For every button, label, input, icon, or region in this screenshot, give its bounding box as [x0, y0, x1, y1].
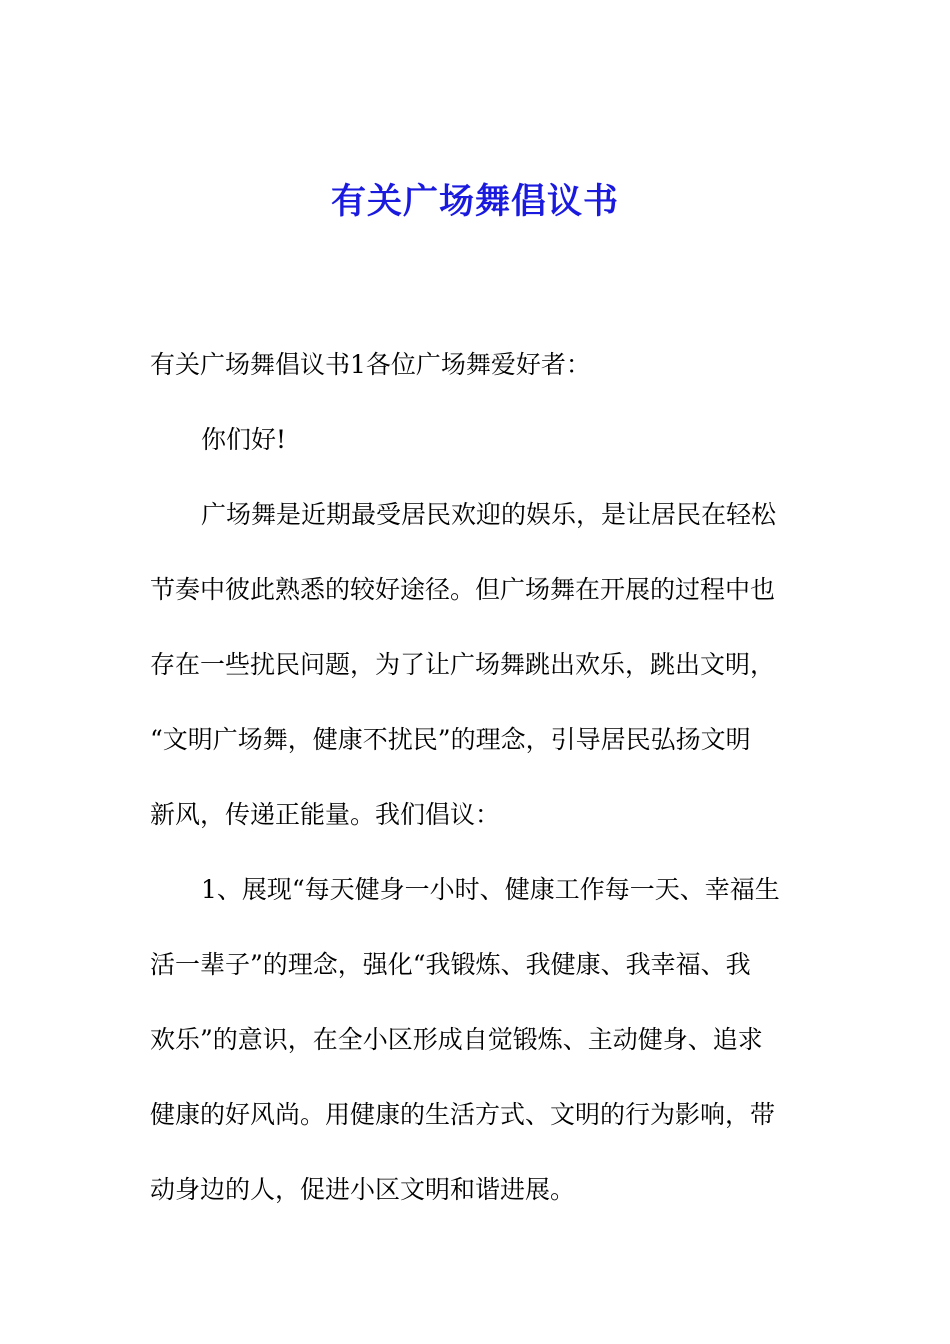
paragraph-line: 广场舞是近期最受居民欢迎的娱乐，是让居民在轻松: [201, 500, 777, 529]
paragraph-line: 动身边的人，促进小区文明和谐进展。: [150, 1175, 576, 1204]
paragraph-line: 节奏中彼此熟悉的较好途径。但广场舞在开展的过程中也: [150, 575, 776, 604]
greeting-line: 你们好!: [201, 425, 287, 454]
paragraph-line: “文明广场舞，健康不扰民”的理念，引导居民弘扬文明: [150, 725, 751, 754]
paragraph-line: 活一辈子”的理念，强化“我锻炼、我健康、我幸福、我: [150, 950, 751, 979]
document-body: [150, 327, 810, 1227]
document-title: 有关广场舞倡议书: [330, 181, 619, 222]
paragraph-line: 健康的好风尚。用健康的生活方式、文明的行为影响，带: [150, 1100, 776, 1129]
paragraph-line: 欢乐”的意识，在全小区形成自觉锻炼、主动健身、追求: [150, 1025, 763, 1054]
paragraph-line: 新风，传递正能量。我们倡议：: [150, 800, 501, 829]
paragraph-line: 1、展现“每天健身一小时、健康工作每一天、幸福生: [201, 875, 780, 904]
paragraph-line: 存在一些扰民问题，为了让广场舞跳出欢乐，跳出文明，: [150, 650, 776, 679]
salutation-line: 有关广场舞倡议书1各位广场舞爱好者：: [150, 350, 591, 379]
